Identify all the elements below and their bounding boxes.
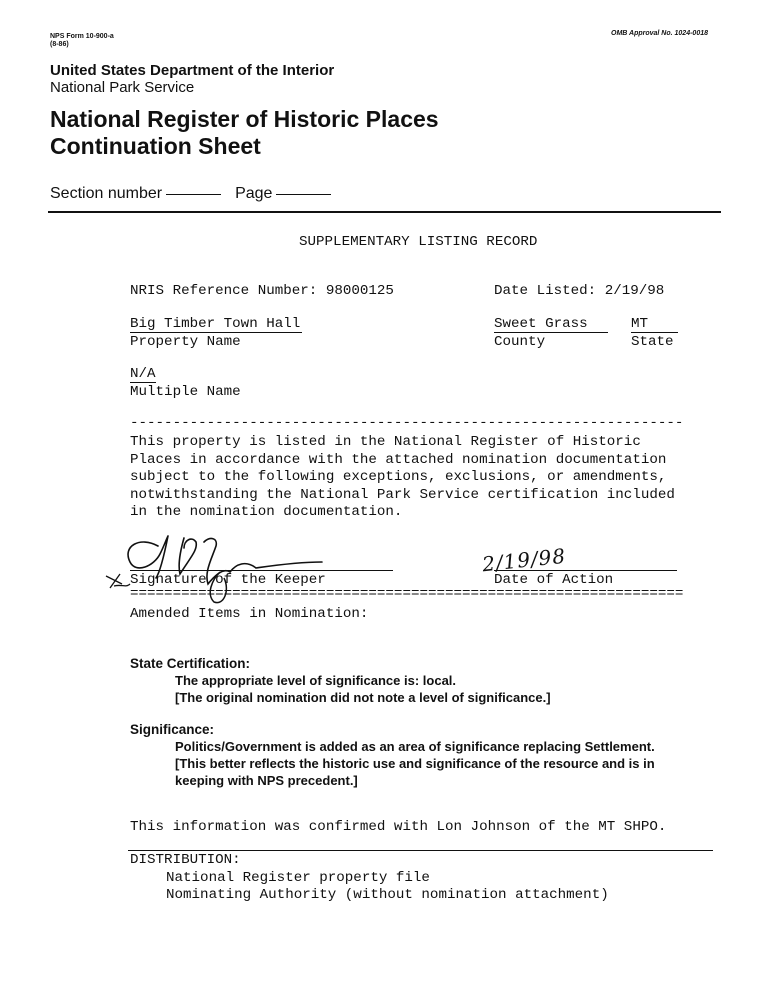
nris-value: 98000125 — [325, 283, 394, 299]
nris-reference — [130, 283, 394, 299]
state-value: MT — [631, 316, 678, 333]
header-rule — [48, 211, 721, 213]
agency-name: National Park Service — [50, 79, 195, 96]
significance-note-line1: [This better reflects the historic use and significance of the resource and is in — [175, 756, 655, 771]
state-label: State — [631, 334, 674, 350]
date-listed-value: 2/19/98 — [604, 283, 665, 299]
dash-rule: ----------------------------------------------------------------- — [130, 415, 684, 431]
signature-label: Signature of the Keeper — [130, 572, 326, 588]
state-certification-line: The appropriate level of significance is: local. — [175, 673, 457, 688]
distribution-heading: DISTRIBUTION: — [130, 852, 241, 868]
distribution-item: Nominating Authority (without nomination attachment) — [166, 887, 609, 903]
listing-statement: This property is listed in the National Register of Historic Places in accordance with the attached nomination documentation subject to the following exceptions, exclusions, or amendments, notwithstanding the National Park Service certification included in the nomination documentation. — [130, 434, 675, 520]
action-date-label: Date of Action — [494, 572, 614, 588]
omb-approval: OMB Approval No. 1024-0018 — [611, 30, 708, 37]
county-value: Sweet Grass — [494, 316, 608, 333]
signature-line — [130, 570, 393, 571]
section-number-blank — [166, 194, 221, 195]
state-certification-note: [The original nomination did not note a level of significance.] — [175, 690, 551, 705]
date-listed-label: Date Listed: — [494, 283, 597, 299]
form-revision: (8-86) — [50, 41, 69, 48]
confirmation-statement: This information was confirmed with Lon Johnson of the MT SHPO. — [130, 819, 667, 835]
page-blank — [276, 194, 331, 195]
department-name: United States Department of the Interior — [50, 62, 335, 79]
amended-items-label: Amended Items in Nomination: — [130, 606, 369, 622]
property-name-value: Big Timber Town Hall — [130, 316, 301, 332]
significance-line: Politics/Government is added as an area of significance replacing Settlement. — [175, 739, 655, 754]
county-label: County — [494, 334, 546, 350]
section-number-label: Section number — [50, 185, 163, 202]
date-listed — [494, 283, 664, 299]
property-name-label: Property Name — [130, 334, 241, 350]
distribution-rule — [128, 850, 713, 851]
form-title: National Register of Historic Places — [50, 106, 439, 132]
multiple-name-label: Multiple Name — [130, 384, 241, 400]
nris-label: NRIS Reference Number: — [130, 283, 318, 299]
significance-heading: Significance: — [130, 722, 215, 737]
form-subtitle: Continuation Sheet — [50, 133, 261, 159]
handwritten-date: 2/19/98 — [480, 543, 568, 577]
page-label: Page — [235, 185, 273, 202]
section-page-line — [50, 185, 345, 203]
record-heading: SUPPLEMENTARY LISTING RECORD — [299, 234, 538, 250]
action-date-line — [494, 570, 677, 571]
state-certification-heading: State Certification: — [130, 656, 251, 671]
multiple-name-value: N/A — [130, 366, 156, 382]
distribution-item: National Register property file — [166, 870, 430, 886]
double-rule: ================================================================= — [130, 586, 684, 602]
form-number: NPS Form 10-900-a — [50, 33, 114, 40]
significance-note-line2: keeping with NPS precedent.] — [175, 773, 358, 788]
